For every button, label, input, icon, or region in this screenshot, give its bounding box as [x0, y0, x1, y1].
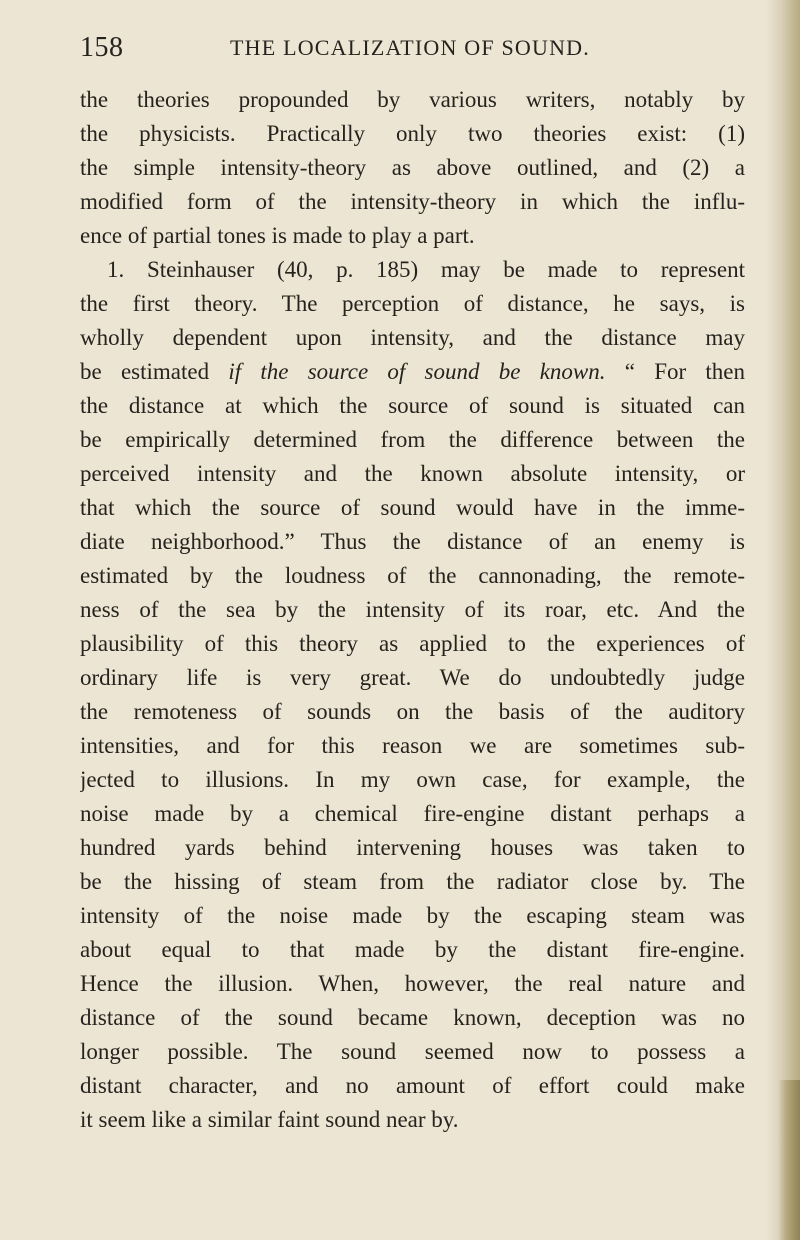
page-number: 158 — [80, 32, 124, 63]
text-line: the remoteness of sounds on the basis of the auditory — [80, 699, 745, 724]
text-line: modified form of the intensity-theory in which the influ- — [80, 189, 745, 214]
text-line: plausibility of this theory as applied to the experiences of — [80, 631, 745, 656]
text-line: perceived intensity and the known absolute intensity, or — [80, 461, 745, 486]
text-line: ence of partial tones is made to play a part. — [80, 223, 475, 248]
text-run: “ For then — [605, 359, 745, 384]
text-line: the simple intensity-theory as above outlined, and (2) a — [80, 155, 745, 180]
text-line: Hence the illusion. When, however, the real nature and — [80, 971, 745, 996]
text-line: hundred yards behind intervening houses was taken to — [80, 835, 745, 860]
text-line: longer possible. The sound seemed now to possess a — [80, 1039, 745, 1064]
text-line: diate neighborhood.” Thus the distance of an enemy is — [80, 529, 745, 554]
page-header — [80, 28, 745, 68]
text-line: jected to illusions. In my own case, for example, the — [80, 767, 745, 792]
text-line-with-italic — [80, 355, 745, 389]
text-run: be estimated — [80, 359, 229, 384]
text-line: about equal to that made by the distant fire-engine. — [80, 937, 745, 962]
page-edge-stain — [778, 1080, 800, 1240]
text-line-last: it seem like a similar faint sound near by. — [80, 1107, 459, 1132]
text-line: intensities, and for this reason we are sometimes sub- — [80, 733, 745, 758]
text-line: ness of the sea by the intensity of its roar, etc. And the — [80, 597, 745, 622]
text-line: the distance at which the source of sound is situated can — [80, 393, 745, 418]
body-text — [80, 83, 745, 1137]
text-line: the physicists. Practically only two theories exist: (1) — [80, 121, 745, 146]
running-head: THE LOCALIZATION OF SOUND. — [230, 35, 590, 60]
text-line: be the hissing of steam from the radiator close by. The — [80, 869, 745, 894]
text-line: distance of the sound became known, deception was no — [80, 1005, 745, 1030]
text-line: be empirically determined from the difference between the — [80, 427, 745, 452]
text-line: that which the source of sound would have in the imme- — [80, 495, 745, 520]
italic-phrase: if the source of sound be known. — [228, 359, 606, 384]
text-line: estimated by the loudness of the cannonading, the remote- — [80, 563, 745, 588]
text-line: intensity of the noise made by the escaping steam was — [80, 903, 745, 928]
text-line: the first theory. The perception of distance, he says, is — [80, 291, 745, 316]
text-line: wholly dependent upon intensity, and the distance may — [80, 325, 745, 350]
text-line: distant character, and no amount of effort could make — [80, 1073, 745, 1098]
text-line: the theories propounded by various writers, notably by — [80, 87, 745, 112]
text-line: noise made by a chemical fire-engine distant perhaps a — [80, 801, 745, 826]
paragraph-start-line: 1. Steinhauser (40, p. 185) may be made to represent — [107, 257, 745, 282]
page-edge-shadow — [766, 0, 800, 1240]
text-line: ordinary life is very great. We do undoubtedly judge — [80, 665, 745, 690]
